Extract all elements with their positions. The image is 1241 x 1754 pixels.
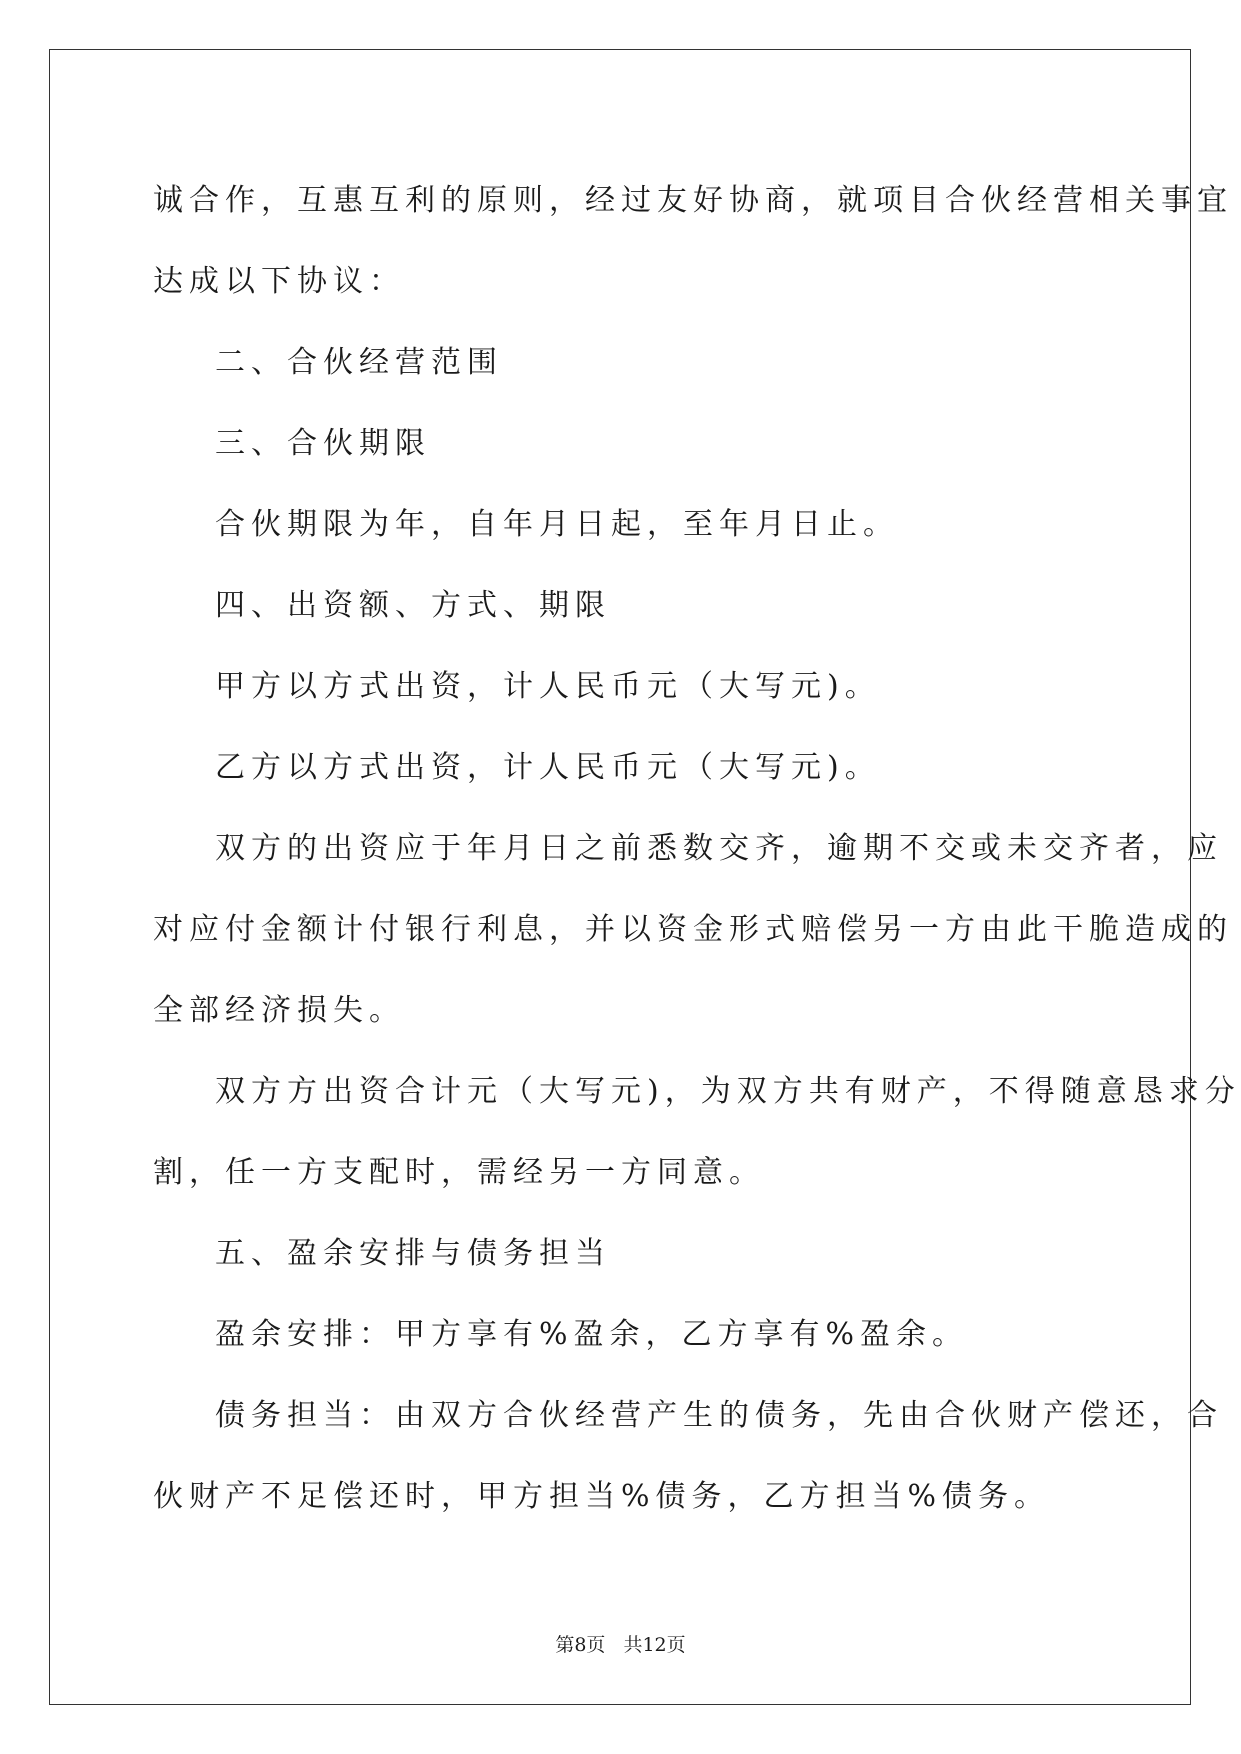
page-footer [0,1630,1241,1657]
section-heading: 五、盈余安排与债务担当 [215,1236,611,1271]
section-heading: 三、合伙期限 [215,426,431,461]
section-heading: 四、出资额、方式、期限 [215,588,611,623]
text-line: 双方的出资应于年月日之前悉数交齐，逾期不交或未交齐者，应 [215,831,1223,866]
text-line: 合伙期限为年，自年月日起，至年月日止。 [215,507,899,542]
text-line: 盈余安排：甲方享有%盈余，乙方享有%盈余。 [215,1317,969,1352]
section-heading: 二、合伙经营范围 [215,345,503,380]
text-line: 达成以下协议： [153,264,405,299]
text-line: 伙财产不足偿还时，甲方担当%债务，乙方担当%债务。 [153,1479,1051,1514]
document-body [153,160,1241,1537]
text-line: 诚合作，互惠互利的原则，经过友好协商，就项目合伙经营相关事宜 [153,183,1233,218]
text-line: 对应付金额计付银行利息，并以资金形式赔偿另一方由此干脆造成的 [153,912,1233,947]
text-line: 割，任一方支配时，需经另一方同意。 [153,1155,765,1190]
text-line: 全部经济损失。 [153,993,405,1028]
text-line: 债务担当：由双方合伙经营产生的债务，先由合伙财产偿还，合 [215,1398,1223,1433]
text-line: 乙方以方式出资，计人民币元（大写元)。 [215,750,881,785]
text-line: 甲方以方式出资，计人民币元（大写元)。 [215,669,881,704]
page-number-current: 第8页 [555,1634,606,1656]
page-number-total: 共12页 [623,1634,686,1656]
text-line: 双方方出资合计元（大写元)，为双方共有财产，不得随意恳求分 [215,1074,1241,1109]
